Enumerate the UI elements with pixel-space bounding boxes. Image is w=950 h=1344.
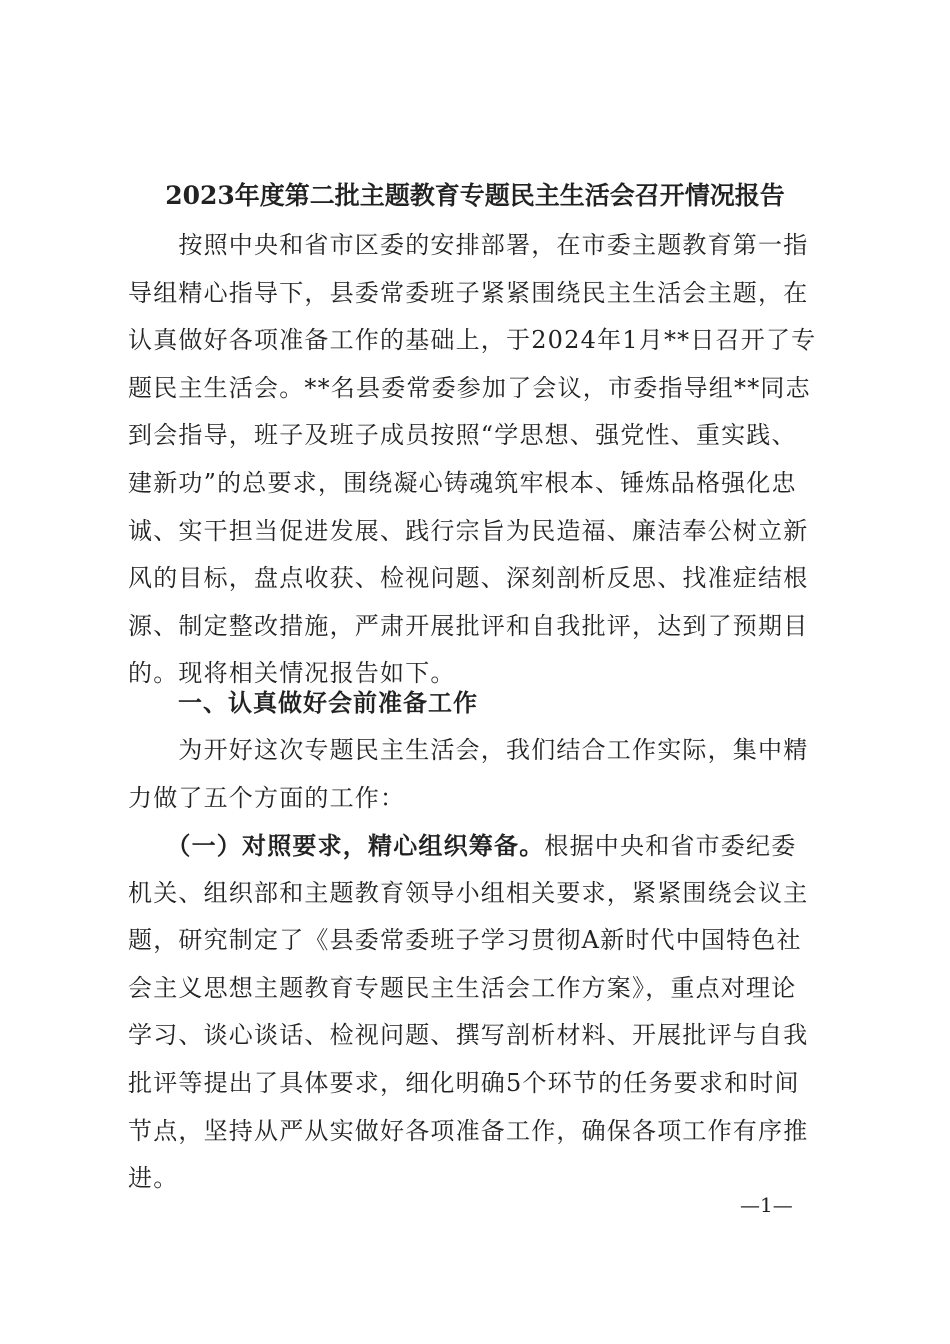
paragraph-line: 机关、组织部和主题教育领导小组相关要求，紧紧围绕会议主 bbox=[128, 878, 809, 907]
paragraph-line: 批评等提出了具体要求，细化明确5个环节的任务要求和时间 bbox=[128, 1068, 800, 1097]
paragraph-line: 认真做好各项准备工作的基础上，于2024年1月**日召开了专 bbox=[128, 326, 817, 355]
paragraph-line: 为开好这次专题民主生活会，我们结合工作实际，集中精 bbox=[128, 736, 809, 764]
page-number: —1— bbox=[740, 1193, 793, 1217]
paragraph-line: 导组精心指导下，县委常委班子紧紧围绕民主生活会主题，在 bbox=[128, 278, 809, 307]
paragraph-subsection-1 bbox=[128, 822, 832, 1203]
paragraph-line: 题民主生活会。**名县委常委参加了会议，市委指导组**同志 bbox=[128, 373, 811, 402]
subsection-lead: （一）对照要求，精心组织筹备。 bbox=[128, 831, 545, 860]
paragraph-section-intro bbox=[128, 727, 832, 822]
paragraph-line: 风的目标，盘点收获、检视问题、深刻剖析反思、找准症结根 bbox=[128, 564, 809, 593]
paragraph-line: 诚、实干担当促进发展、践行宗旨为民造福、廉洁奉公树立新 bbox=[128, 516, 809, 545]
paragraph-line: 建新功”的总要求，围绕凝心铸魂筑牢根本、锤炼品格强化忠 bbox=[128, 468, 797, 497]
paragraph-line: 学习、谈心谈话、检视问题、撰写剖析材料、开展批评与自我 bbox=[128, 1021, 809, 1050]
paragraph-line: 会主义思想主题教育专题民主生活会工作方案》，重点对理论 bbox=[128, 973, 797, 1002]
paragraph-line: 源、制定整改措施，严肃开展批评和自我批评，达到了预期目 bbox=[128, 611, 809, 640]
paragraph-line: 节点，坚持从严从实做好各项准备工作，确保各项工作有序推 bbox=[128, 1116, 809, 1145]
paragraph-line: 到会指导，班子及班子成员按照“学思想、强党性、重实践、 bbox=[128, 421, 797, 450]
document-title: 2023年度第二批主题教育专题民主生活会召开情况报告 bbox=[165, 181, 785, 210]
paragraph-line bbox=[128, 822, 832, 870]
paragraph-line: 力做了五个方面的工作： bbox=[128, 783, 406, 812]
paragraph-line: 的。现将相关情况报告如下。 bbox=[128, 659, 456, 688]
paragraph-line: 按照中央和省市区委的安排部署，在市委主题教育第一指 bbox=[128, 231, 809, 259]
paragraph-intro bbox=[128, 222, 832, 698]
paragraph-line: 进。 bbox=[128, 1164, 179, 1193]
section-heading: 一、认真做好会前准备工作 bbox=[178, 689, 478, 717]
paragraph-line: 题，研究制定了《县委常委班子学习贯彻A新时代中国特色社 bbox=[128, 926, 802, 955]
paragraph-line-rest: 根据中央和省市委纪委 bbox=[544, 832, 797, 860]
